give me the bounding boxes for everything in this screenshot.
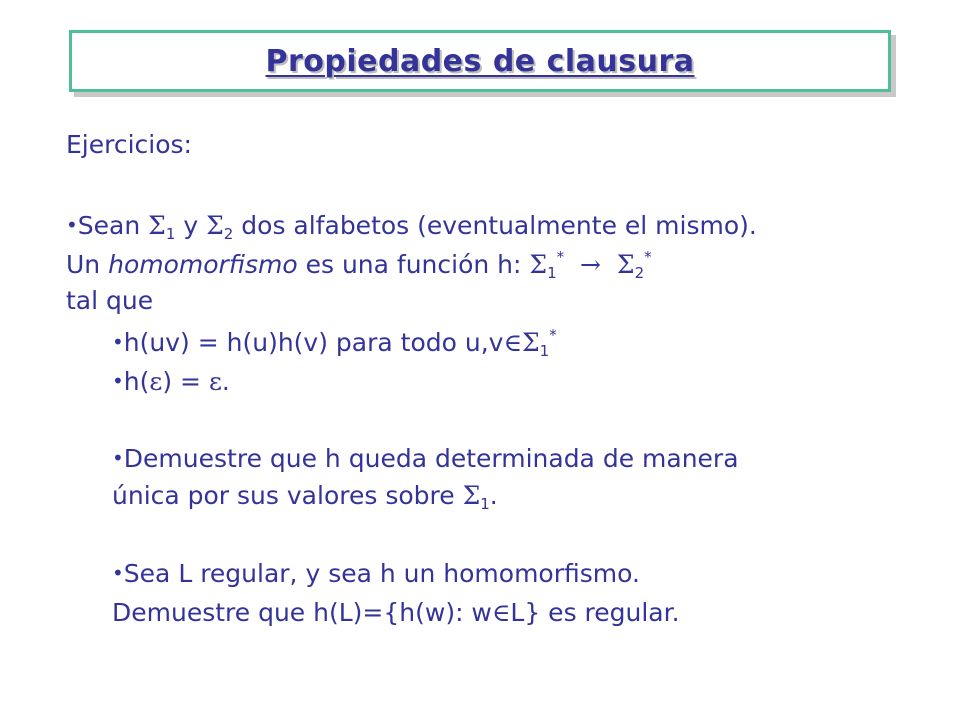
text: Demuestre que h queda determinada de manera [123,444,739,473]
text: y [175,211,207,240]
line-demuestre-2 [112,598,680,628]
line-demuestre-1b [112,481,498,511]
exercises-heading [66,130,192,160]
bullet-icon: • [112,561,124,585]
subscript: 2 [634,264,645,282]
sigma-symbol: Σ [529,250,548,279]
text: h( [123,367,150,396]
line-sea-l [112,558,640,589]
text: Sea L regular, y sea h un homomorfismo. [123,559,640,588]
sigma-symbol: Σ [616,250,635,279]
sigma-symbol: Σ [148,211,166,240]
sigma-symbol: Σ [521,328,540,357]
text: . [489,481,498,510]
bullet-icon: • [112,330,124,354]
arrow-symbol: → [580,250,601,279]
epsilon-symbol: ε [149,367,163,396]
bullet-icon: • [66,213,78,237]
subscript: 2 [223,225,234,243]
text: es una función h: [297,250,530,279]
superscript: * [556,248,565,266]
text: Demuestre que h(L)={h(w): w [112,598,492,627]
bullet-icon: • [112,369,124,393]
title-box [69,30,891,92]
text: L} es regular. [510,598,680,627]
text: dos alfabetos (eventualmente el mismo). [233,211,757,240]
line-homomorfismo [66,250,652,280]
sigma-symbol: Σ [206,211,224,240]
slide-title: Propiedades de clausura [265,43,695,79]
text: única por sus valores sobre [112,481,463,510]
text: Un [66,250,109,279]
text: ) = [162,367,209,396]
element-of-symbol: ∈ [503,328,522,357]
element-of-symbol: ∈ [491,598,511,627]
heading-text: Ejercicios: [66,130,192,159]
text: h(uv) = h(u)h(v) para todo u,v [123,328,504,357]
text: tal que [66,286,154,315]
subscript: 1 [539,342,550,360]
text: Sean [77,211,149,240]
subscript: 1 [480,495,490,513]
sigma-symbol: Σ [462,481,481,510]
line-h-epsilon [112,366,230,397]
line-tal-que [66,286,153,316]
line-sean [66,210,757,241]
line-huv [112,327,557,358]
superscript: * [549,326,557,344]
text: . [221,367,230,396]
superscript: * [644,248,652,266]
emphasis-term: homomorfismo [108,250,298,279]
bullet-icon: • [112,446,124,470]
subscript: 1 [165,225,176,243]
subscript: 1 [547,264,557,282]
epsilon-symbol: ε [208,367,222,396]
line-demuestre-1 [112,443,739,474]
